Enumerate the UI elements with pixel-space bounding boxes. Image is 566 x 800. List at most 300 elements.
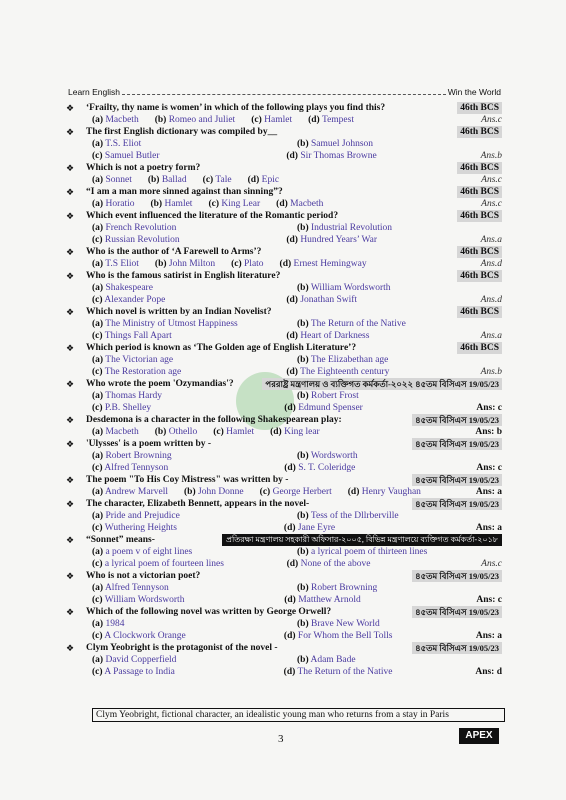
option	[297, 318, 502, 330]
option	[184, 486, 244, 498]
option-letter: (d)	[279, 259, 292, 269]
option-letter: (d)	[286, 235, 298, 245]
option-letter: (b)	[184, 487, 196, 497]
option-text: Tess of the Dllrberville	[310, 511, 399, 521]
options-row	[66, 510, 502, 522]
option-text: Shakespeare	[105, 283, 153, 293]
option	[248, 174, 279, 186]
option	[92, 402, 284, 414]
diamond-cross-bullet-icon: ❖	[66, 643, 75, 653]
option-text: Robert Browning	[105, 451, 172, 461]
exam-tag: ৪৫তম বিসিএস 19/05/23	[412, 570, 502, 582]
answer-key: Ans.c	[481, 559, 502, 569]
option	[213, 426, 254, 438]
option	[286, 234, 480, 246]
question-item	[66, 534, 502, 570]
answer-key: Ans: c	[476, 463, 502, 473]
option	[92, 666, 284, 678]
option	[280, 258, 367, 270]
options-row	[66, 234, 502, 246]
options-row	[66, 546, 502, 558]
options-row	[66, 318, 502, 330]
question-text: Which of the following novel was written by George Orwell?	[86, 607, 332, 617]
option	[297, 546, 502, 558]
option-text: Macbeth	[105, 115, 139, 125]
question-item	[66, 270, 502, 306]
diamond-cross-bullet-icon: ❖	[66, 103, 75, 113]
options-row	[66, 426, 502, 438]
option-text: The Restoration age	[104, 367, 182, 377]
option-letter: (c)	[92, 631, 103, 641]
option-letter: (c)	[92, 667, 103, 677]
option-text: King Lear	[221, 199, 261, 209]
option	[286, 366, 480, 378]
option-letter: (b)	[297, 319, 309, 329]
option-text: a poem v of eight lines	[105, 547, 193, 557]
option-text: Othello	[168, 427, 198, 437]
option-text: Samuel Butler	[104, 151, 160, 161]
answer-key: Ans.b	[480, 367, 502, 377]
option-text: The Elizabethan age	[310, 355, 389, 365]
option	[297, 138, 502, 150]
option	[92, 594, 284, 606]
option-text: The Return of the Native	[310, 319, 406, 329]
question-item	[66, 210, 502, 246]
question-text: The poem "To His Coy Mistress" was written by -	[86, 475, 289, 485]
option-text: John Donne	[198, 487, 244, 497]
option-text: Jonathan Swift	[300, 295, 358, 305]
option-letter: (b)	[297, 139, 309, 149]
diamond-cross-bullet-icon: ❖	[66, 127, 75, 137]
option-letter: (d)	[286, 151, 298, 161]
option-letter: (a)	[92, 427, 104, 437]
answer-key: Ans.a	[480, 235, 502, 245]
option-letter: (c)	[92, 463, 103, 473]
option-letter: (c)	[92, 595, 103, 605]
option-text: T.S Eliot	[105, 259, 139, 269]
option-letter: (a)	[92, 139, 104, 149]
option-text: Pride and Prejudice	[105, 511, 180, 521]
option-text: Edmund Spenser	[298, 403, 363, 413]
option-text: George Herbert	[272, 487, 332, 497]
option	[92, 546, 297, 558]
options-row	[66, 582, 502, 594]
option	[287, 558, 482, 570]
option	[284, 402, 476, 414]
exam-tag: 46th BCS	[457, 270, 502, 282]
option-letter: (a)	[92, 583, 104, 593]
brand-logo: APEX	[459, 728, 499, 744]
option	[92, 174, 132, 186]
exam-tag: 46th BCS	[457, 210, 502, 222]
option	[92, 354, 297, 366]
option	[92, 558, 287, 570]
option	[92, 486, 168, 498]
option-text: 1984	[105, 619, 125, 629]
option-text: Matthew Arnold	[298, 595, 361, 605]
options-row	[66, 462, 502, 474]
options-row	[66, 594, 502, 606]
option-letter: (c)	[92, 403, 103, 413]
options-row	[66, 222, 502, 234]
exam-tag: ৪৫তম বিসিএস 19/05/23	[412, 474, 502, 486]
question-text: Which is not a poetry form?	[86, 163, 201, 173]
answer-key: Ans: a	[475, 487, 502, 497]
question-text: Who is the famous satirist in English literature?	[86, 271, 281, 281]
option-letter: (c)	[92, 151, 103, 161]
answer-key: Ans: a	[475, 631, 502, 641]
question-text: Who wrote the poem 'Ozymandias'?	[86, 379, 234, 389]
option-letter: (a)	[92, 511, 104, 521]
option-text: Hamlet	[264, 115, 293, 125]
option	[92, 510, 297, 522]
option-text: Wordsworth	[310, 451, 358, 461]
option-letter: (a)	[92, 355, 104, 365]
question-text: “I am a man more sinned against than sinning”?	[86, 187, 283, 197]
option-text: S. T. Coleridge	[298, 463, 356, 473]
options-row	[66, 486, 502, 498]
diamond-cross-bullet-icon: ❖	[66, 343, 75, 353]
option-letter: (b)	[297, 451, 309, 461]
option-letter: (a)	[92, 319, 104, 329]
option	[150, 198, 192, 210]
option-letter: (a)	[92, 619, 104, 629]
question-text: “Sonnet” means-	[86, 535, 155, 545]
option	[92, 450, 297, 462]
option-text: Alfred Tennyson	[104, 463, 169, 473]
option-letter: (b)	[297, 391, 309, 401]
question-item	[66, 186, 502, 210]
diamond-cross-bullet-icon: ❖	[66, 607, 75, 617]
option	[308, 114, 354, 126]
question-item	[66, 102, 502, 126]
option	[284, 522, 476, 534]
option-text: A Passage to India	[104, 667, 175, 677]
question-item	[66, 498, 502, 534]
diamond-cross-bullet-icon: ❖	[66, 535, 75, 545]
exam-tag: 46th BCS	[457, 186, 502, 198]
option-letter: (a)	[92, 115, 104, 125]
option	[276, 198, 323, 210]
note-box: Clym Yeobright, fictional character, an idealistic young man who returns from a stay in Paris	[92, 708, 505, 722]
diamond-cross-bullet-icon: ❖	[66, 415, 75, 425]
option-text: Hamlet	[226, 427, 255, 437]
question-item	[66, 606, 502, 642]
question-item	[66, 342, 502, 378]
option-text: T.S. Eliot	[105, 139, 142, 149]
diamond-cross-bullet-icon: ❖	[66, 271, 75, 281]
exam-tag: ৪৫তম বিসিএস 19/05/23	[412, 498, 502, 510]
answer-key: Ans.d	[480, 259, 502, 269]
exam-tag: 46th BCS	[457, 246, 502, 258]
option-text: Robert Browning	[311, 583, 378, 593]
option-letter: (a)	[92, 175, 104, 185]
option-letter: (d)	[286, 295, 298, 305]
options-row	[66, 618, 502, 630]
option-text: Tale	[215, 175, 232, 185]
option	[92, 234, 286, 246]
option	[297, 582, 502, 594]
question-text: The first English dictionary was compiled by__	[86, 127, 278, 137]
options-row	[66, 558, 502, 570]
option	[92, 330, 286, 342]
diamond-cross-bullet-icon: ❖	[66, 247, 75, 257]
exam-tag: 46th BCS	[457, 102, 502, 114]
option	[92, 150, 286, 162]
option-letter: (c)	[208, 199, 219, 209]
option-letter: (b)	[297, 283, 309, 293]
answer-key: Ans.a	[480, 331, 502, 341]
option-text: Heart of Darkness	[300, 331, 370, 341]
option-text: John Milton	[168, 259, 216, 269]
diamond-cross-bullet-icon: ❖	[66, 475, 75, 485]
options-row	[66, 630, 502, 642]
options-row	[66, 402, 502, 414]
option	[231, 258, 263, 270]
option-letter: (d)	[286, 559, 299, 569]
options-row	[66, 198, 502, 210]
option	[284, 594, 476, 606]
option	[348, 486, 421, 498]
option-letter: (b)	[154, 259, 167, 269]
option	[92, 282, 297, 294]
diamond-cross-bullet-icon: ❖	[66, 307, 75, 317]
option	[92, 522, 284, 534]
option-text: Alfred Tennyson	[104, 583, 169, 593]
option-letter: (c)	[231, 259, 242, 269]
option-text: Things Fall Apart	[104, 331, 172, 341]
option	[92, 618, 297, 630]
option-text: Ernest Hemingway	[293, 259, 367, 269]
option-text: Sir Thomas Browne	[300, 151, 377, 161]
option-text: Sonnet	[105, 175, 132, 185]
option-letter: (c)	[92, 559, 103, 569]
option-text: Hundred Years’ War	[300, 235, 378, 245]
option-text: Alexander Pope	[104, 295, 166, 305]
option	[155, 258, 215, 270]
option-letter: (a)	[92, 391, 104, 401]
option-text: David Copperfield	[105, 655, 177, 665]
option-letter: (a)	[92, 259, 104, 269]
option	[297, 450, 502, 462]
options-row	[66, 654, 502, 666]
option-letter: (b)	[297, 223, 309, 233]
option-text: Russian Revolution	[104, 235, 180, 245]
option-letter: (b)	[297, 355, 309, 365]
option-letter: (b)	[150, 199, 163, 209]
option	[92, 366, 286, 378]
option	[284, 462, 476, 474]
diamond-cross-bullet-icon: ❖	[66, 379, 75, 389]
question-item	[66, 378, 502, 414]
option-letter: (a)	[92, 283, 104, 293]
option-letter: (a)	[92, 487, 104, 497]
options-row	[66, 114, 502, 126]
option	[286, 330, 480, 342]
question-text: Who is not a victorian poet?	[86, 571, 201, 581]
question-item	[66, 414, 502, 438]
option	[92, 582, 297, 594]
option-letter: (b)	[297, 547, 309, 557]
answer-key: Ans: b	[475, 427, 502, 437]
diamond-cross-bullet-icon: ❖	[66, 499, 75, 509]
header-right: Win the World	[447, 87, 501, 97]
option-letter: (d)	[276, 199, 288, 209]
answer-key: Ans.c	[481, 199, 502, 209]
option	[297, 654, 502, 666]
option	[92, 114, 139, 126]
answer-key: Ans.b	[480, 151, 502, 161]
option-text: a lyrical poem of thirteen lines	[311, 547, 428, 557]
options-row	[66, 330, 502, 342]
exam-tag: ৪৫তম বিসিএস 19/05/23	[412, 642, 502, 654]
option-text: Henry Vaughan	[361, 487, 421, 497]
option-letter: (b)	[297, 655, 309, 665]
answer-key: Ans: d	[475, 667, 502, 677]
option-text: A Clockwork Orange	[104, 631, 186, 641]
question-text: Which event influenced the literature of the Romantic period?	[86, 211, 339, 221]
option-letter: (c)	[92, 367, 103, 377]
option	[92, 318, 297, 330]
option	[92, 426, 139, 438]
option-text: The Victorian age	[105, 355, 174, 365]
option-letter: (d)	[284, 463, 296, 473]
option	[155, 114, 236, 126]
options-row	[66, 354, 502, 366]
option-text: William Wordsworth	[310, 283, 391, 293]
option	[92, 222, 297, 234]
option-text: King lear	[284, 427, 320, 437]
option	[203, 174, 232, 186]
question-item	[66, 642, 502, 678]
option	[92, 630, 284, 642]
option	[297, 222, 502, 234]
answer-key: Ans: c	[476, 595, 502, 605]
option-letter: (c)	[202, 175, 214, 185]
page-number: 3	[278, 733, 284, 745]
exam-tag: 46th BCS	[457, 342, 502, 354]
option-text: Romeo and Juliet	[168, 115, 236, 125]
answer-key: Ans.d	[480, 295, 502, 305]
question-text: Which novel is written by an Indian Novelist?	[86, 307, 272, 317]
option-text: The Eighteenth century	[300, 367, 390, 377]
diamond-cross-bullet-icon: ❖	[66, 163, 75, 173]
option-letter: (c)	[92, 331, 103, 341]
question-text: Who is the author of ‘A Farewell to Arms’?	[86, 247, 262, 257]
option-letter: (a)	[92, 547, 104, 557]
answer-key: Ans.c	[481, 115, 502, 125]
answer-key: Ans: c	[476, 403, 502, 413]
question-item	[66, 126, 502, 162]
option	[92, 654, 297, 666]
options-row	[66, 390, 502, 402]
options-row	[66, 294, 502, 306]
options-row	[66, 150, 502, 162]
answer-key: Ans: a	[475, 523, 502, 533]
option-text: Robert Frost	[311, 391, 359, 401]
option-letter: (c)	[92, 235, 103, 245]
exam-tag: ৪৫তম বিসিএস 19/05/23	[412, 414, 502, 426]
option-text: Plato	[244, 259, 264, 269]
header-left: Learn English	[68, 87, 120, 97]
option	[297, 354, 502, 366]
option	[155, 426, 198, 438]
option-letter: (a)	[92, 451, 104, 461]
option-text: Macbeth	[105, 427, 139, 437]
option-text: Macbeth	[290, 199, 324, 209]
question-item	[66, 306, 502, 342]
question-text: 'Ulysses' is a poem written by -	[86, 439, 212, 449]
options-row	[66, 138, 502, 150]
option-text: Ballad	[161, 175, 187, 185]
option-text: Samuel Johnson	[311, 139, 374, 149]
option-letter: (b)	[154, 427, 167, 437]
option-letter: (a)	[92, 199, 104, 209]
question-item	[66, 474, 502, 498]
exam-tag: ৪৫তম বিসিএস 19/05/23	[412, 438, 502, 450]
option-letter: (c)	[92, 523, 103, 533]
option-text: Hamlet	[164, 199, 193, 209]
option-letter: (b)	[147, 175, 160, 185]
option-letter: (d)	[283, 523, 296, 533]
option	[297, 282, 502, 294]
option	[92, 198, 134, 210]
option-letter: (d)	[283, 667, 296, 677]
question-item	[66, 438, 502, 474]
option	[92, 258, 139, 270]
question-text: Which period is known as ‘The Golden age of English Literature’?	[86, 343, 357, 353]
option-text: Horatio	[105, 199, 135, 209]
option-letter: (d)	[308, 115, 320, 125]
option-letter: (b)	[154, 115, 167, 125]
option-letter: (b)	[297, 583, 309, 593]
option-text: P.B. Shelley	[104, 403, 152, 413]
option-text: The Ministry of Utmost Happiness	[105, 319, 238, 329]
option-text: Thomas Hardy	[105, 391, 163, 401]
option-letter: (c)	[92, 295, 103, 305]
option-letter: (d)	[284, 403, 296, 413]
option-letter: (a)	[92, 223, 104, 233]
option	[251, 114, 292, 126]
option-letter: (b)	[297, 511, 309, 521]
option	[92, 462, 284, 474]
answer-key: Ans.c	[481, 175, 502, 185]
header-rule	[122, 89, 446, 95]
option-text: Industrial Revolution	[311, 223, 393, 233]
option-text: Brave New World	[311, 619, 380, 629]
option-text: For Whom the Bell Tolls	[297, 631, 393, 641]
diamond-cross-bullet-icon: ❖	[66, 571, 75, 581]
option-letter: (d)	[286, 331, 298, 341]
option	[284, 630, 476, 642]
question-item	[66, 570, 502, 606]
option-letter: (d)	[247, 175, 260, 185]
question-text: ‘Frailty, thy name is women’ in which of the following plays you find this?	[86, 103, 386, 113]
option-letter: (c)	[213, 427, 224, 437]
option	[260, 486, 332, 498]
option-letter: (d)	[347, 487, 360, 497]
diamond-cross-bullet-icon: ❖	[66, 211, 75, 221]
option-letter: (d)	[270, 427, 282, 437]
options-row	[66, 174, 502, 186]
option	[92, 294, 286, 306]
question-text: Clym Yeobright is the protagonist of the novel -	[86, 643, 278, 653]
option-text: Tempest	[321, 115, 354, 125]
question-text: The character, Elizabeth Bennett, appears in the novel-	[86, 499, 310, 509]
diamond-cross-bullet-icon: ❖	[66, 439, 75, 449]
question-item	[66, 246, 502, 270]
option-text: William Wordsworth	[104, 595, 185, 605]
